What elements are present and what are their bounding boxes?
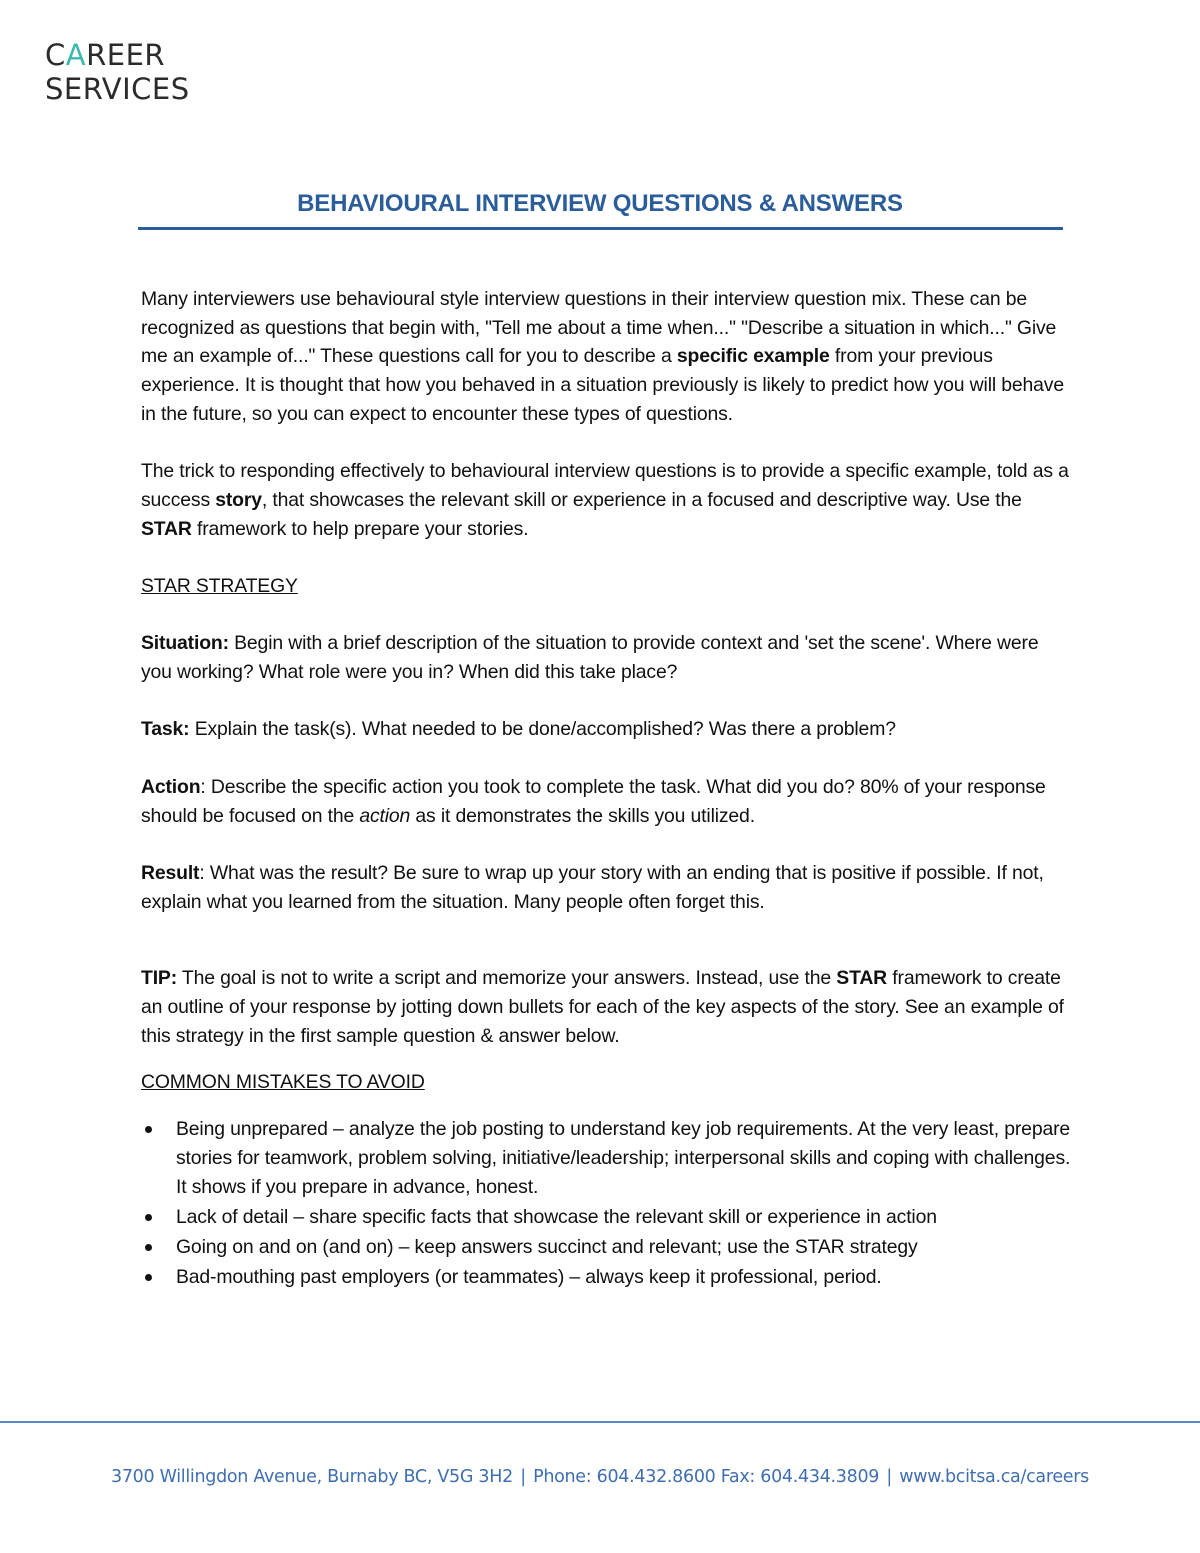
logo-line-services: SERVICES xyxy=(45,72,190,106)
list-item: Bad-mouthing past employers (or teammates) – always keep it professional, period. xyxy=(141,1263,1071,1292)
career-services-logo xyxy=(45,38,190,106)
star-result: Result: What was the result? Be sure to wrap up your story with an ending that is positive if possible. If not, explain what you learned from the situation. Many people often forget this. xyxy=(141,861,1044,913)
list-item: Being unprepared – analyze the job posting to understand key job requirements. At the very least, prepare stories for teamwork, problem solving, initiative/leadership; interpersonal skills and coping with challenges. It shows if you prepare in advance, honest. xyxy=(141,1115,1071,1201)
star-situation: Situation: Begin with a brief description of the situation to provide context and 'set the scene'. Where were you working? What role were you in? When did this take place? xyxy=(141,632,1039,684)
footer-contact: 3700 Willingdon Avenue, Burnaby BC, V5G 3H2 | Phone: 604.432.8600 Fax: 604.434.3809 | www.bcitsa.ca/careers xyxy=(111,1467,1089,1487)
footer-website-link[interactable]: www.bcitsa.ca/careers xyxy=(899,1467,1089,1487)
logo-line-career: CAREER xyxy=(45,38,166,72)
logo-accent-letter: A xyxy=(65,38,87,72)
intro-paragraph-2: The trick to responding effectively to behavioural interview questions is to provide a specific example, told as a success story, that showcases the relevant skill or experience in a focused and descriptive way. Use the STAR framework to help prepare your stories. xyxy=(141,460,1069,540)
title-divider xyxy=(138,227,1063,230)
list-item: Going on and on (and on) – keep answers succinct and relevant; use the STAR strategy xyxy=(141,1233,1071,1262)
tip-paragraph: TIP: The goal is not to write a script and memorize your answers. Instead, use the STAR framework to create an outline of your response by jotting down bullets for each of the key aspects of the story. See an example of this strategy in the first sample question & answer below. xyxy=(141,967,1064,1047)
footer-fax: Fax: 604.434.3809 xyxy=(720,1467,880,1487)
footer-divider xyxy=(0,1421,1200,1423)
intro-paragraph-1: Many interviewers use behavioural style interview questions in their interview question mix. These can be recognized as questions that begin with, "Tell me about a time when..." "Describe a situation in which..." Give me an example of..." These questions call for you to describe a specific example from your previous experience. It is thought that how you behaved in a situation previously is likely to predict how you will behave in the future, so you can expect to encounter these types of questions. xyxy=(141,288,1064,425)
star-strategy-heading: STAR STRATEGY xyxy=(141,575,298,597)
mistakes-list xyxy=(141,1115,1071,1292)
star-action: Action: Describe the specific action you took to complete the task. What did you do? 80% of your response should be focused on the action as it demonstrates the skills you utilized. xyxy=(141,775,1046,827)
footer-phone: Phone: 604.432.8600 xyxy=(533,1467,716,1487)
list-item: Lack of detail – share specific facts that showcase the relevant skill or experience in action xyxy=(141,1203,1071,1232)
common-mistakes-heading: COMMON MISTAKES TO AVOID xyxy=(141,1071,425,1094)
document-title: BEHAVIOURAL INTERVIEW QUESTIONS & ANSWERS xyxy=(297,190,903,217)
star-task: Task: Explain the task(s). What needed to be done/accomplished? Was there a problem? xyxy=(141,718,896,741)
document-body xyxy=(141,285,1071,1293)
footer-address: 3700 Willingdon Avenue, Burnaby BC, V5G 3H2 xyxy=(111,1467,513,1487)
